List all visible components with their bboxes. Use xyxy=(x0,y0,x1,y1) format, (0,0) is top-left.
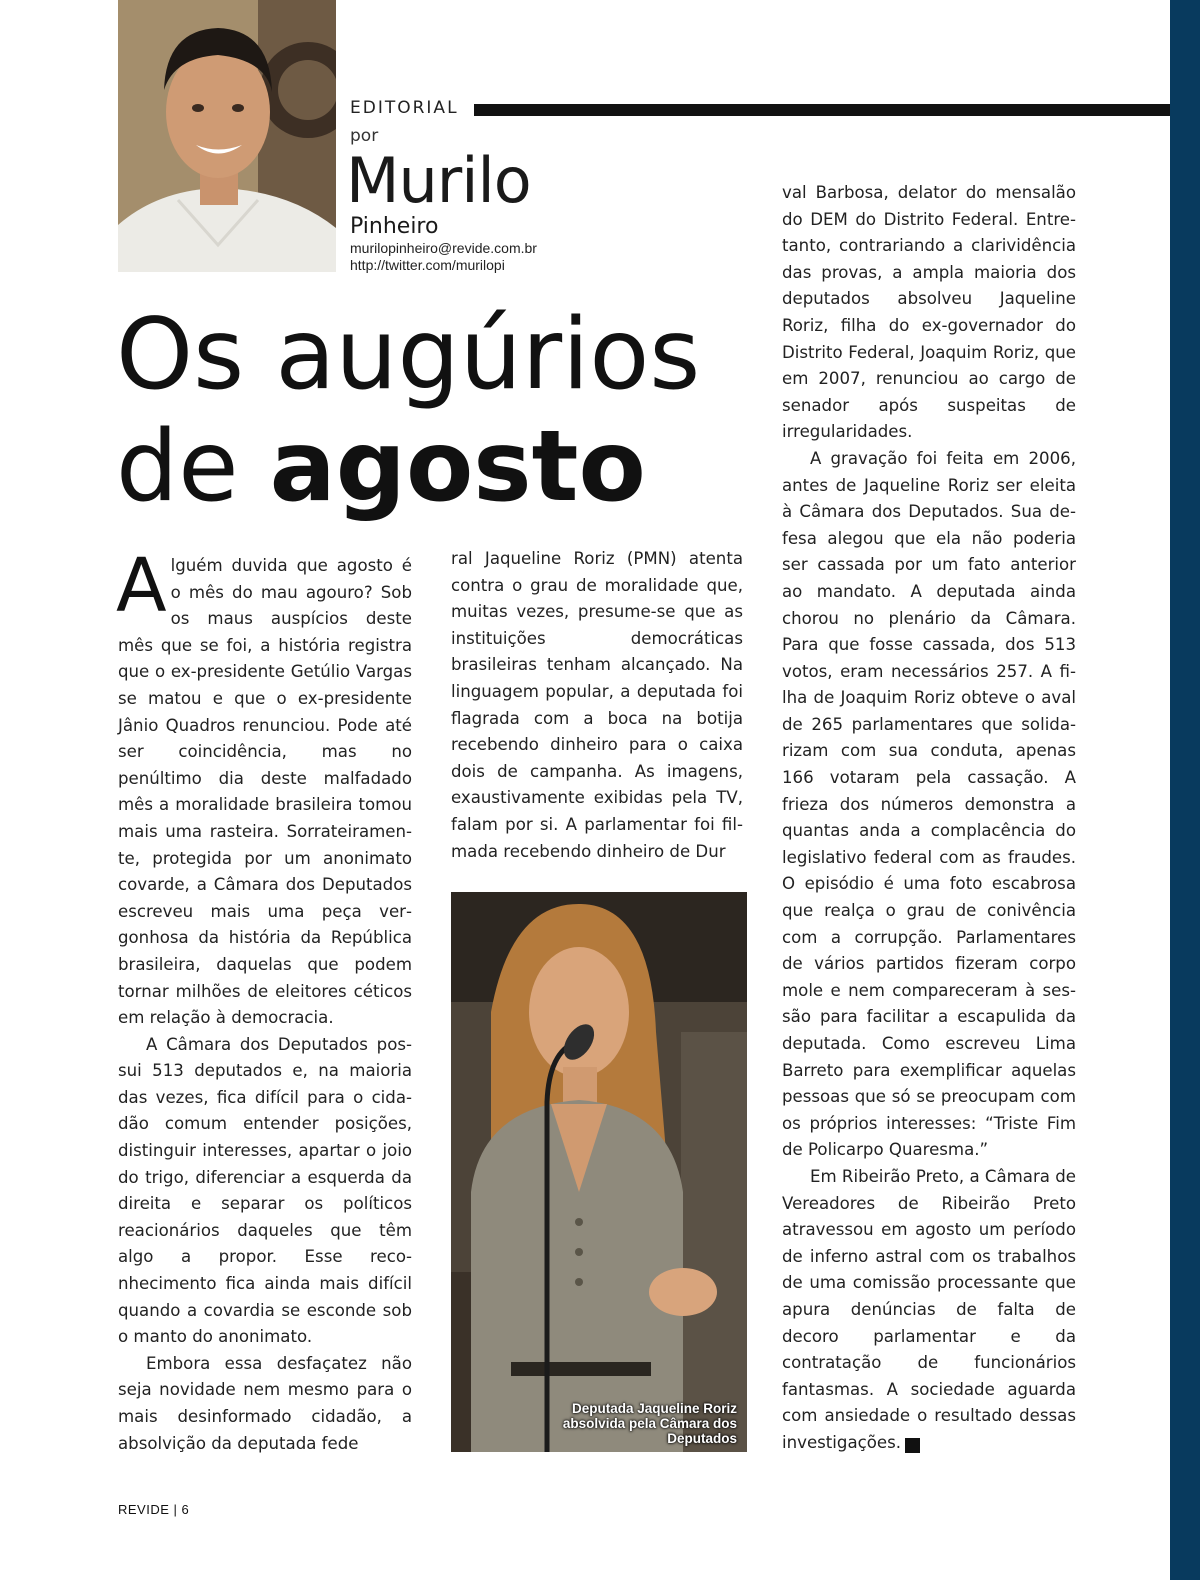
page-footer: REVIDE | 6 xyxy=(118,1502,190,1517)
side-color-bar xyxy=(1170,0,1200,1580)
author-last-name: Pinheiro xyxy=(350,214,439,239)
paragraph xyxy=(116,543,412,1032)
headline-prefix: de xyxy=(116,410,239,524)
author-twitter[interactable]: http://twitter.com/murilopi xyxy=(350,257,505,273)
paragraph: A gravação foi feita em 2006, antes de Jaqueline Roriz ser eleita à Câmara dos Deputados. Sua defesa alegou que ela não poderia ser cassada por um fato anterior ao mandato. A deputada ainda chorou no plenário da Câmara. Para que fosse cassada, dos 513 votos, eram necessários 257. A filha de Joaquim Roriz obteve o aval de 265 parlamentares que solidarizam com sua conduta, apenas 166 votaram pela cassação. A frieza dos números demonstra a quantas anda a complacência do legislativo federal com as fraudes. O episódio é uma foto escabrosa que realça o grau de conivência com a corrupção. Parlamentares de vários partidos fizeram corpo mole e nem compareceram à sessão para facilitar a escapulida da deputada. Como escreveu Lima Barreto para exemplificar aquelas pessoas que só se preocupam com os próprios interesses: “Triste Fim de Policarpo Quaresma.” xyxy=(782,448,1076,1160)
article-column-2 xyxy=(451,546,743,865)
photo-caption: Deputada Jaqueline Roriz absolvida pela Câmara dos Deputados xyxy=(562,1401,737,1446)
paragraph xyxy=(782,1164,1076,1457)
article-column-1 xyxy=(116,543,412,1457)
end-mark-icon: r xyxy=(905,1438,920,1453)
paragraph: Embora essa desfaçatez não seja novidade nem mesmo para o mais desinformado cidadão, a absolvição da deputada fede xyxy=(118,1353,412,1453)
author-first-name: Murilo xyxy=(346,144,531,217)
paragraph: val Barbosa, delator do mensalão do DEM do Distrito Federal. Entretanto, contrariando a clarividência das provas, a ampla maioria dos deputados absolveu Jaqueline Roriz, filha do ex-governador do Distrito Federal, Joaquim Roriz, que em 2007, renunciou ao cargo de senador após suspeitas de irregularidades. xyxy=(782,183,1076,442)
paragraph-text: lguém duvida que agosto é o mês do mau agouro? Sob os maus auspícios deste mês que se foi, a história registra que o ex-presidente Getúlio Vargas se matou e que o ex-presidente Jânio Quadros renunciou. Pode até ser coincidência, mas no penúltimo dia deste malfadado mês a moralidade brasileira tomou mais uma rasteira. Sorrateiramente, protegida por um anonimato covarde, a Câmara dos Deputados escreveu mais uma peça vergonhosa da história da República brasileira, daquelas que podem tornar milhões de eleitores céticos em relação à democracia. xyxy=(118,556,412,1028)
drop-cap: A xyxy=(116,543,167,629)
news-photo xyxy=(451,892,747,1452)
article-column-3 xyxy=(782,180,1076,1457)
author-contact xyxy=(350,240,537,274)
headline-line-1: Os augúrios xyxy=(116,298,701,412)
paragraph-text: Em Ribeirão Preto, a Câmara de Vereadores de Ribeirão Preto atravessou em agosto um período de inferno astral com os trabalhos de uma comissão processante que apura denúncias de falta de decoro parlamentar e da contratação de funcionários fantasmas. A sociedade aguarda com ansiedade o resultado dessas investigações. xyxy=(782,1166,1076,1452)
headline-line-2 xyxy=(116,412,646,522)
paragraph: A Câmara dos Deputados possui 513 deputados e, na maioria das vezes, fica difícil para o cidadão comum entender posições, distinguir interesses, apartar o joio do trigo, diferenciar a esquerda da direita e separar os políticos reacionários daqueles que têm algo a propor. Esse reconhecimento fica ainda mais difícil quando a covardia se esconde sob o manto do anonimato. xyxy=(118,1034,412,1347)
author-email[interactable]: murilopinheiro@revide.com.br xyxy=(350,240,537,256)
paragraph: ral Jaqueline Roriz (PMN) atenta contra o grau de moralidade que, muitas vezes, presume-se que as instituições democráticas brasileiras tenham alcançado. Na linguagem popular, a deputada foi flagrada com a boca na botija recebendo dinheiro para o caixa dois de campanha. As imagens, exaustivamente exibidas pela TV, falam por si. A parlamentar foi filmada recebendo dinheiro de Dur xyxy=(451,549,743,861)
headline-bold-word: agosto xyxy=(269,410,646,524)
section-divider xyxy=(474,104,1170,116)
section-label: EDITORIAL xyxy=(350,98,459,118)
author-portrait xyxy=(118,0,336,272)
byline-prefix: por xyxy=(350,126,379,146)
